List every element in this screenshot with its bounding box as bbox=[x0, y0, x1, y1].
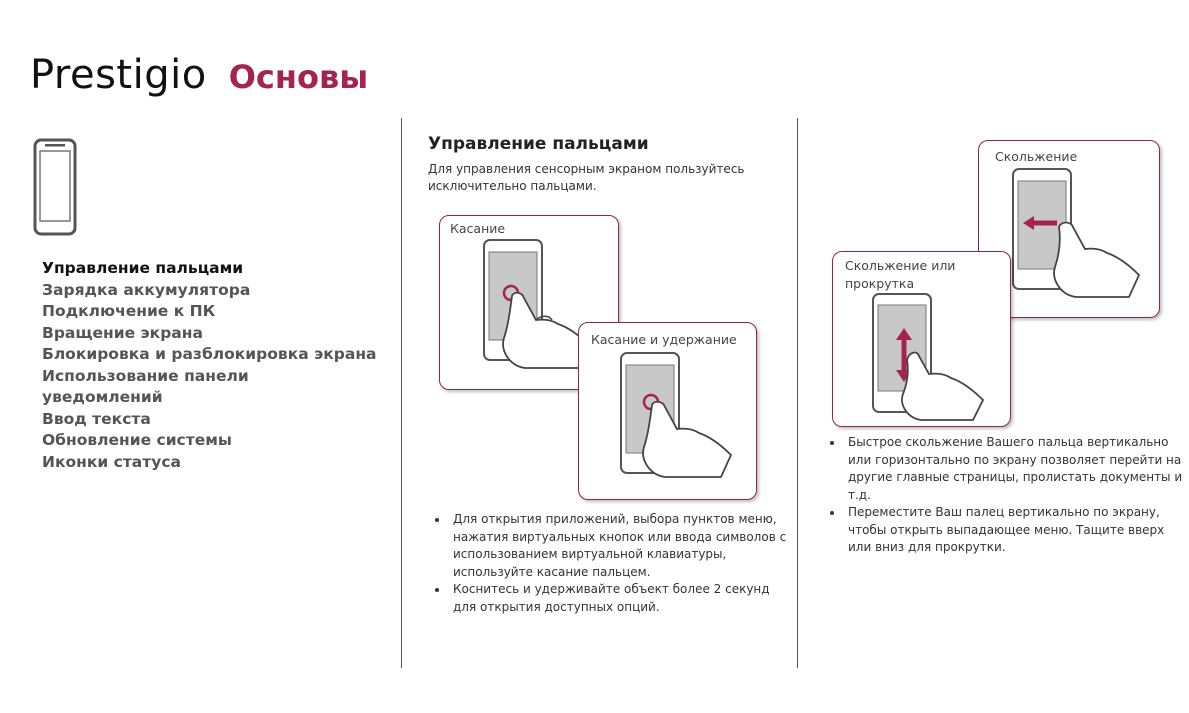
toc-item-notification-panel-cont[interactable]: уведомлений bbox=[42, 388, 163, 406]
section-intro: Для управления сенсорным экраном пользуйтесь исключительно пальцами. bbox=[428, 162, 745, 193]
scroll-label-line2: прокрутка bbox=[845, 276, 915, 291]
tap-hold-label: Касание и удержание bbox=[591, 332, 737, 347]
toc-item-screen-rotation[interactable]: Вращение экрана bbox=[42, 323, 203, 342]
table-of-contents bbox=[42, 258, 377, 473]
column-divider-left bbox=[401, 118, 402, 668]
toc-item-system-update[interactable]: Обновление системы bbox=[42, 431, 232, 449]
toc-item-screen-lock[interactable]: Блокировка и разблокировка экрана bbox=[42, 345, 377, 363]
page-title: Основы bbox=[228, 58, 369, 96]
tap-bullets bbox=[427, 511, 794, 616]
swipe-label: Скольжение bbox=[995, 149, 1078, 164]
list-item: • Коснитесь и удерживайте объект более 2 секунд для открытия доступных опций. bbox=[449, 581, 794, 616]
hand-gesture-icon bbox=[833, 252, 1010, 426]
column-divider-right bbox=[797, 118, 798, 668]
tap-label: Касание bbox=[450, 221, 506, 236]
scroll-label-line1: Скольжение или bbox=[845, 258, 956, 273]
header bbox=[30, 52, 368, 102]
list-item: • Быстрое скольжение Вашего пальца вертикально или горизонтально по экрану позволяет перейти на другие главные страницы, пролистать документы и т.д. bbox=[844, 434, 1184, 504]
toc-item-status-icons[interactable]: Иконки статуса bbox=[42, 452, 181, 471]
list-item: • Переместите Ваш палец вертикально по экрану, чтобы открыть выпадающее меню. Тащите вверх или вниз для прокрутки. bbox=[844, 504, 1184, 557]
toc-item-pc-connection[interactable]: Подключение к ПК bbox=[42, 302, 216, 320]
toc-item-finger-control[interactable]: Управление пальцами bbox=[42, 259, 244, 277]
tap-hold-illustration-card bbox=[578, 322, 757, 500]
brand-logo: Prestigio bbox=[30, 52, 207, 98]
section-heading: Управление пальцами bbox=[428, 134, 649, 154]
hand-gesture-icon bbox=[579, 323, 756, 499]
toc-item-text-input[interactable]: Ввод текста bbox=[42, 409, 151, 428]
list-item: • Для открытия приложений, выбора пунктов меню, нажатия виртуальных кнопок или ввода символов с использованием виртуальной клавиатуры, используйте касание пальцем. bbox=[449, 511, 794, 581]
toc-item-notification-panel[interactable]: Использование панели bbox=[42, 366, 249, 385]
scroll-illustration-card bbox=[832, 251, 1011, 427]
toc-item-battery[interactable]: Зарядка аккумулятора bbox=[42, 280, 251, 299]
swipe-bullets bbox=[822, 434, 1184, 557]
phone-icon bbox=[33, 138, 77, 236]
